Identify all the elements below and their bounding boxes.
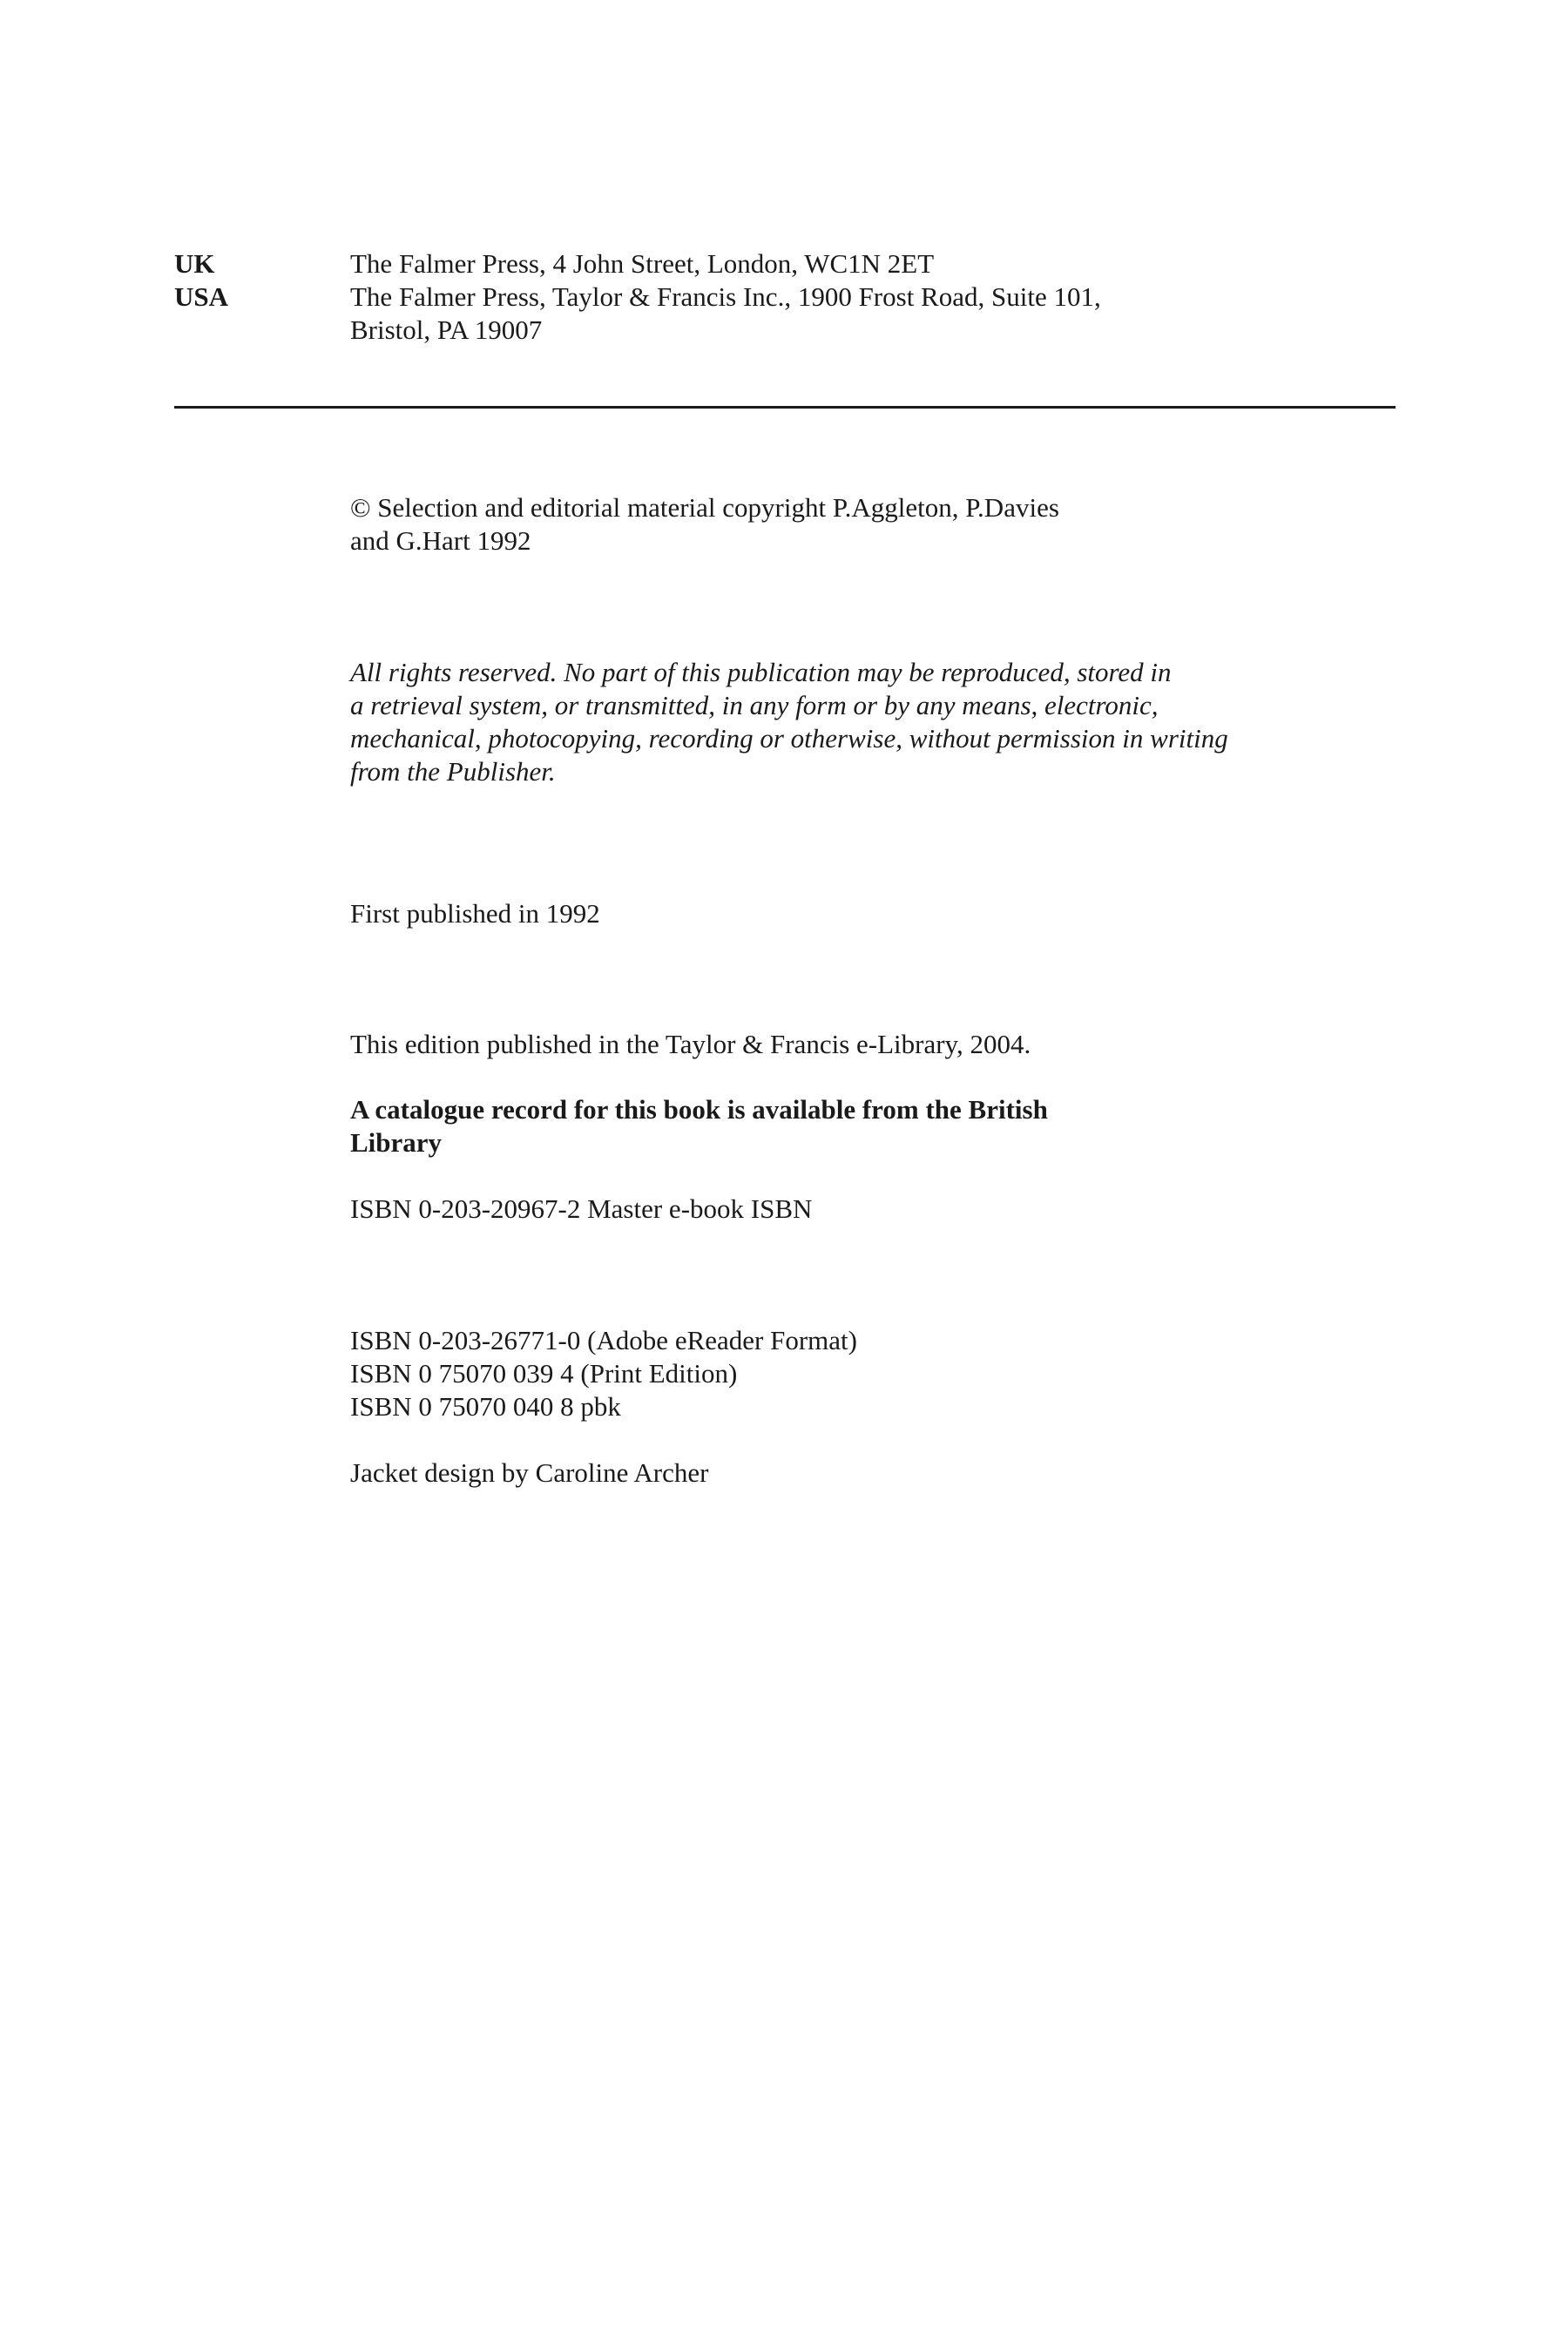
horizontal-rule: [174, 406, 1396, 409]
copyright-line: and G.Hart 1992: [350, 525, 531, 556]
first-published: First published in 1992: [350, 898, 600, 929]
usa-address-line: The Falmer Press, Taylor & Francis Inc., 1900 Frost Road, Suite 101,: [350, 281, 1101, 312]
copyright-line: © Selection and editorial material copyright P.Aggleton, P.Davies: [350, 492, 1059, 523]
edition-note: This edition published in the Taylor & Francis e-Library, 2004.: [350, 1029, 1031, 1059]
rights-line: mechanical, photocopying, recording or otherwise, without permission in writing: [350, 723, 1228, 754]
rights-line: All rights reserved. No part of this publication may be reproduced, stored in: [350, 657, 1172, 687]
jacket-credit: Jacket design by Caroline Archer: [350, 1457, 709, 1488]
uk-address-line: The Falmer Press, 4 John Street, London, WC1N 2ET: [350, 248, 935, 279]
country-label-uk: UK: [174, 248, 215, 279]
isbn-line: ISBN 0-203-26771-0 (Adobe eReader Format): [350, 1325, 857, 1355]
country-label-usa: USA: [174, 281, 229, 312]
rights-line: a retrieval system, or transmitted, in any form or by any means, electronic,: [350, 690, 1159, 720]
rights-line: from the Publisher.: [350, 756, 556, 787]
catalogue-line: A catalogue record for this book is available from the British: [350, 1094, 1048, 1125]
isbn-line: ISBN 0 75070 040 8 pbk: [350, 1391, 621, 1422]
isbn-master: ISBN 0-203-20967-2 Master e-book ISBN: [350, 1193, 813, 1224]
usa-address-line: Bristol, PA 19007: [350, 314, 543, 345]
isbn-line: ISBN 0 75070 039 4 (Print Edition): [350, 1358, 738, 1389]
catalogue-line: Library: [350, 1127, 443, 1158]
